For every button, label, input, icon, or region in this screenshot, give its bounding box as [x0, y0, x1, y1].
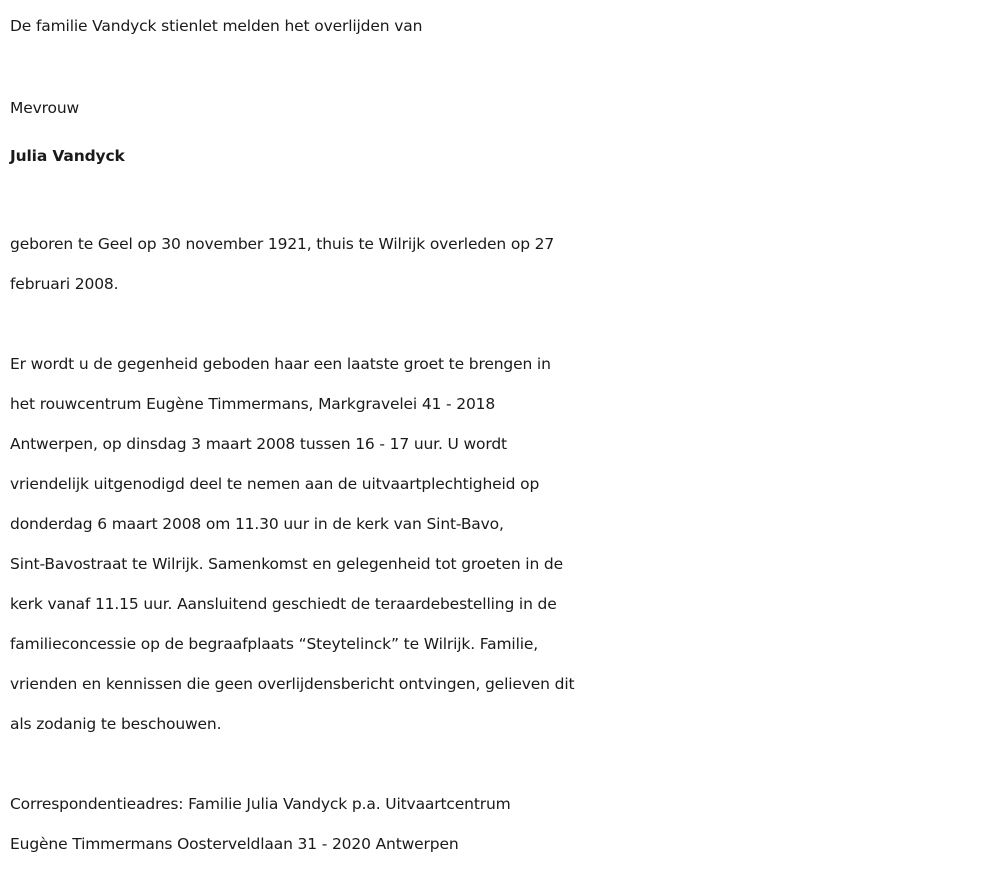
paragraph-line: donderdag 6 maart 2008 om 11.30 uur in de kerk van Sint-Bavo,: [10, 515, 504, 533]
intro-line: De familie Vandyck stienlet melden het overlijden van: [10, 17, 423, 35]
paragraph-line: Antwerpen, op dinsdag 3 maart 2008 tussen 16 - 17 uur. U wordt: [10, 435, 507, 453]
paragraph-line: vriendelijk uitgenodigd deel te nemen aan de uitvaartplechtigheid op: [10, 475, 540, 493]
paragraph-line: vrienden en kennissen die geen overlijdensbericht ontvingen, gelieven dit: [10, 675, 575, 693]
paragraph-line: als zodanig te beschouwen.: [10, 715, 222, 733]
ceremony-paragraph: [10, 344, 995, 744]
paragraph-line: Correspondentieadres: Familie Julia Vandyck p.a. Uitvaartcentrum: [10, 795, 511, 813]
paragraph-line: familieconcessie op de begraafplaats “Steytelinck” te Wilrijk. Familie,: [10, 635, 539, 653]
salutation: Mevrouw: [10, 99, 80, 117]
birth-death-paragraph: [10, 224, 995, 304]
deceased-name: Julia Vandyck: [10, 147, 125, 165]
paragraph-line: kerk vanaf 11.15 uur. Aansluitend geschiedt de teraardebestelling in de: [10, 595, 557, 613]
paragraph-line: Sint-Bavostraat te Wilrijk. Samenkomst en gelegenheid tot groeten in de: [10, 555, 563, 573]
paragraph-line: Er wordt u de gegenheid geboden haar een laatste groet te brengen in: [10, 355, 551, 373]
paragraph-line: Eugène Timmermans Oosterveldlaan 31 - 2020 Antwerpen: [10, 835, 459, 853]
paragraph-line: februari 2008.: [10, 275, 119, 293]
paragraph-line: het rouwcentrum Eugène Timmermans, Markgravelei 41 - 2018: [10, 395, 496, 413]
paragraph-line: geboren te Geel op 30 november 1921, thuis te Wilrijk overleden op 27: [10, 235, 555, 253]
death-notice: [10, 8, 995, 864]
correspondence-paragraph: [10, 784, 995, 864]
